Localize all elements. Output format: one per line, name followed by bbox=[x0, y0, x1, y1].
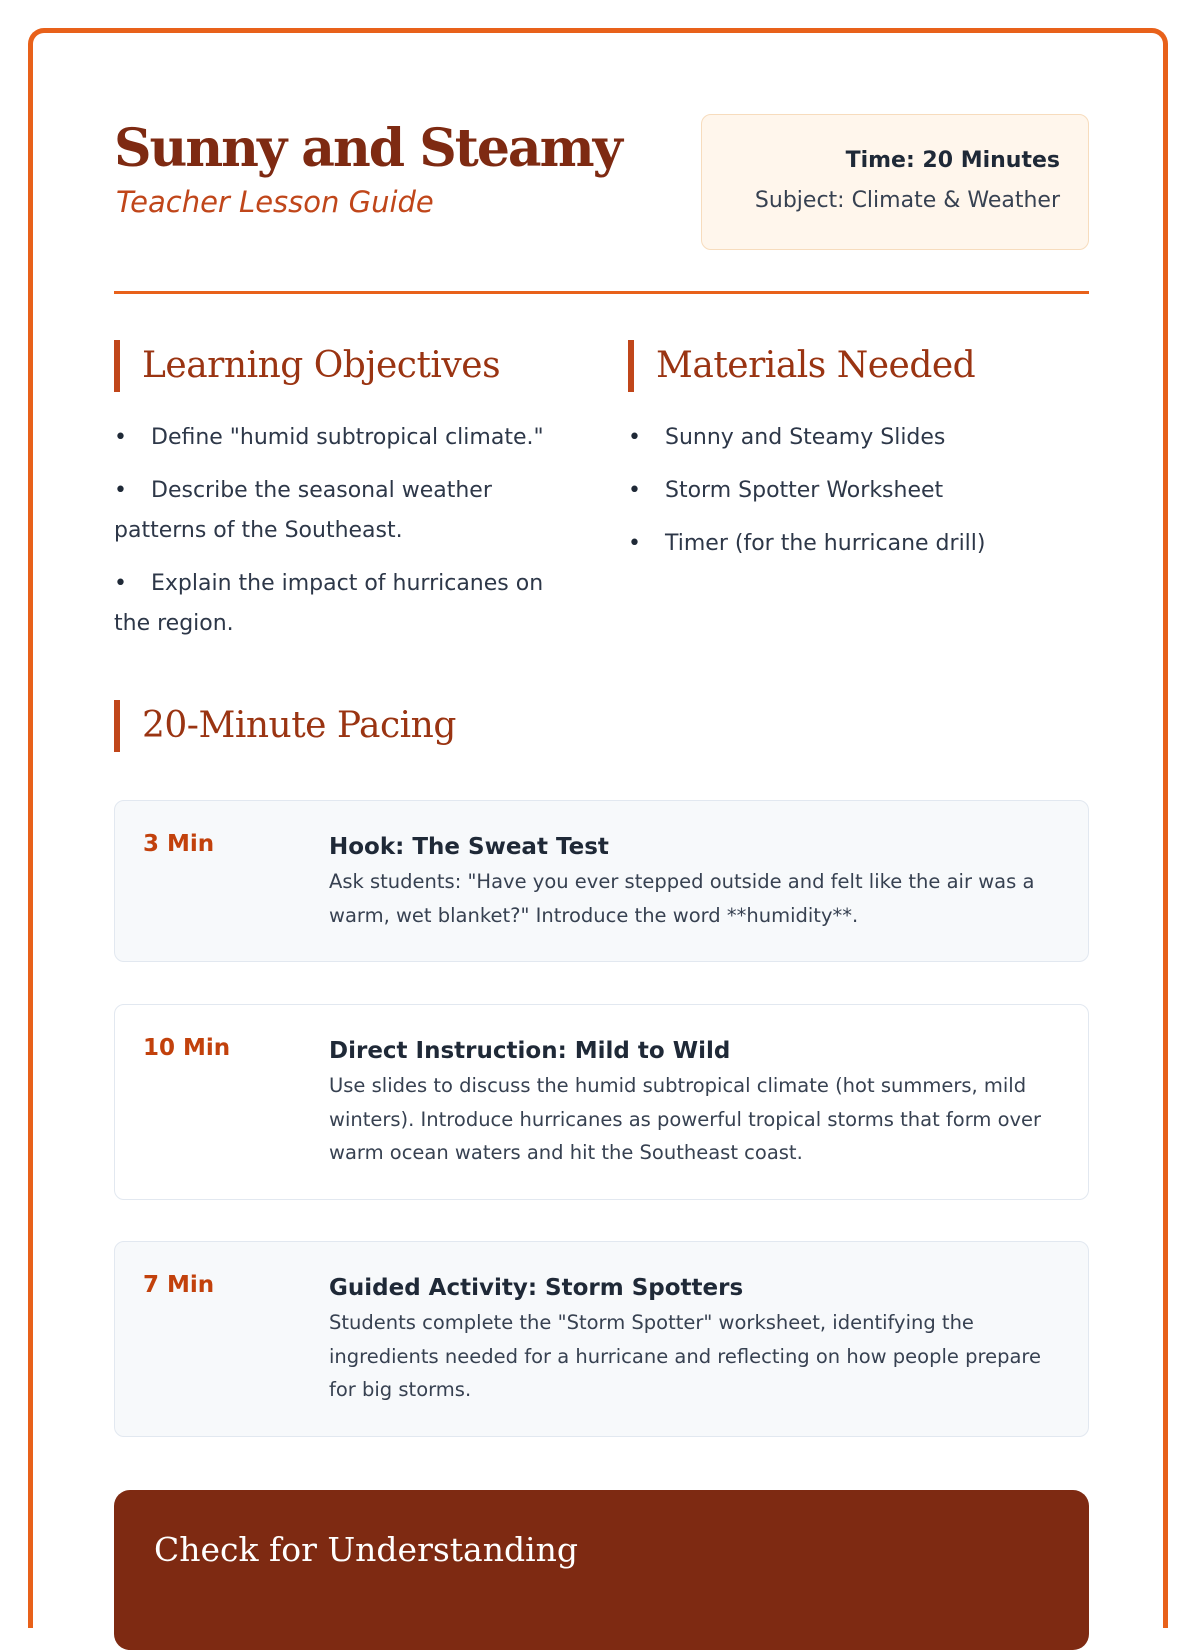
lesson-meta bbox=[701, 114, 1089, 250]
pacing-step bbox=[114, 800, 1089, 962]
header-divider bbox=[114, 291, 1089, 294]
list-item: • Storm Spotter Worksheet bbox=[628, 471, 1088, 511]
pacing-step bbox=[114, 1241, 1089, 1437]
lesson-subject: Subject: Climate & Weather bbox=[754, 188, 1060, 213]
header bbox=[114, 114, 1089, 254]
materials-list bbox=[628, 418, 1088, 577]
list-item: • Timer (for the hurricane drill) bbox=[628, 524, 1088, 564]
check-for-understanding bbox=[114, 1490, 1089, 1650]
step-description: Ask students: "Have you ever stepped outside and felt like the air was a warm, wet blanket?" Introduce the word **humidity**. bbox=[329, 870, 1035, 927]
objectives-list bbox=[114, 418, 584, 657]
step-title: Hook: The Sweat Test bbox=[329, 834, 609, 860]
step-title: Direct Instruction: Mild to Wild bbox=[329, 1038, 731, 1064]
lesson-time: Time: 20 Minutes bbox=[845, 148, 1060, 173]
page-title: Sunny and Steamy bbox=[114, 118, 621, 179]
list-item: • Explain the impact of hurricanes on the region. bbox=[114, 564, 584, 644]
step-duration: 10 Min bbox=[143, 1035, 231, 1061]
objectives-heading: Learning Objectives bbox=[114, 340, 500, 392]
step-duration: 7 Min bbox=[143, 1272, 215, 1298]
pacing-step bbox=[114, 1004, 1089, 1200]
step-body bbox=[329, 831, 1059, 932]
step-duration: 3 Min bbox=[143, 831, 215, 857]
step-body bbox=[329, 1035, 1059, 1170]
step-description: Students complete the "Storm Spotter" worksheet, identifying the ingredients needed for a hurricane and reflecting on how people prepare for big storms. bbox=[329, 1311, 1041, 1401]
list-item: • Describe the seasonal weather patterns of the Southeast. bbox=[114, 471, 584, 551]
step-description: Use slides to discuss the humid subtropical climate (hot summers, mild winters). Introduce hurricanes as powerful tropical storms that form over warm ocean waters and hit the Southeast coast. bbox=[329, 1074, 1042, 1164]
list-item: • Sunny and Steamy Slides bbox=[628, 418, 1088, 458]
list-item: • Define "humid subtropical climate." bbox=[114, 418, 584, 458]
step-title: Guided Activity: Storm Spotters bbox=[329, 1275, 744, 1301]
pacing-heading: 20-Minute Pacing bbox=[114, 700, 456, 752]
check-heading: Check for Understanding bbox=[154, 1530, 579, 1569]
step-body bbox=[329, 1272, 1059, 1407]
materials-heading: Materials Needed bbox=[628, 340, 975, 392]
page-subtitle: Teacher Lesson Guide bbox=[116, 185, 434, 219]
